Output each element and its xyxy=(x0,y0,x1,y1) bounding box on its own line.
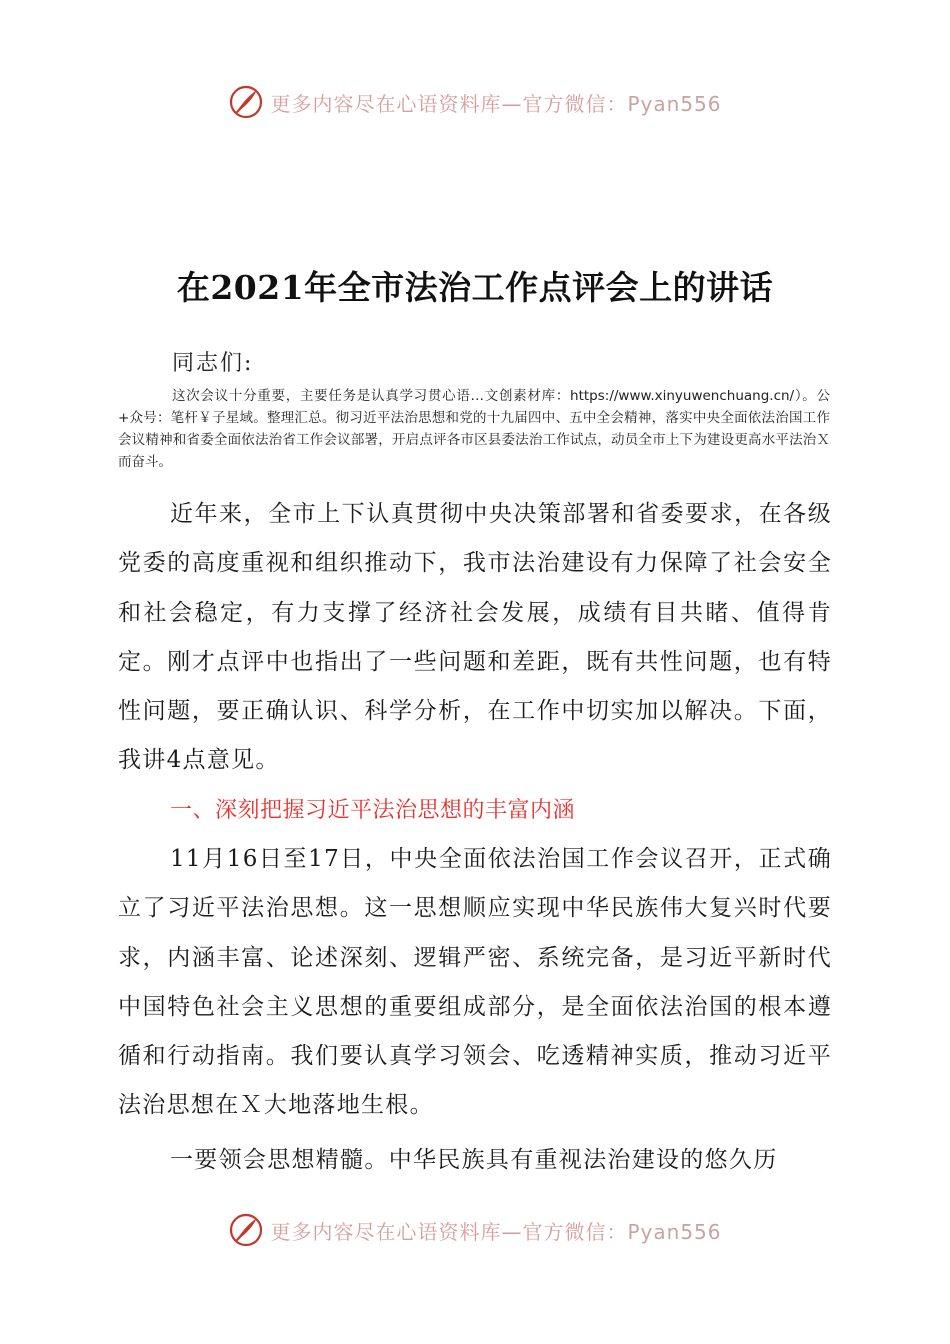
footer-watermark-banner xyxy=(0,1210,950,1250)
quill-pen-logo-icon xyxy=(228,84,264,120)
intro-paragraph: 这次会议十分重要，主要任务是认真学习贯心语…文创素材库：https://www.xinyuwenchuang.cn/）。公+众号：笔杆￥子星域。整理汇总。彻习近平法治思想和党的十九届四中、五中全会精神，落实中央全面依法治国工作会议精神和省委全面依法治省工作会议部署，开启点评各市区县委法治工作试点，动员全市上下为建设更高水平法治Ｘ而奋斗。 xyxy=(118,388,830,470)
banner-text: 更多内容尽在心语资料库—官方微信： xyxy=(270,1219,628,1244)
document-title: 在2021年全市法治工作点评会上的讲话 xyxy=(176,268,774,307)
body-paragraph-1: 近年来，全市上下认真贯彻中央决策部署和省委要求，在各级党委的高度重视和组织推动下，我市法治建设有力保障了社会安全和社会稳定，有力支撑了经济社会发展，成绩有目共睹、值得肯定。刚才点评中也指出了一些问题和差距，既有共性问题，也有特性问题，要正确认识、科学分析，在工作中切实加以解决。下面，我讲4点意见。 xyxy=(118,501,832,774)
body-paragraph-3: 一要领会思想精髓。中华民族具有重视法治建设的悠久历 xyxy=(170,1147,778,1173)
banner-text: 更多内容尽在心语资料库—官方微信： xyxy=(270,91,628,116)
banner-wechat-id: Pyan556 xyxy=(627,91,722,116)
header-watermark-banner xyxy=(0,82,950,122)
banner-wechat-id: Pyan556 xyxy=(627,1219,722,1244)
section-heading-1: 一、深刻把握习近平法治思想的丰富内涵 xyxy=(170,798,576,823)
salutation: 同志们: xyxy=(172,351,254,376)
body-paragraph-2: 11月16日至17日，中央全面依法治国工作会议召开，正式确立了习近平法治思想。这一思想顺应实现中华民族伟大复兴时代要求，内涵丰富、论述深刻、逻辑严密、系统完备，是习近平新时代中国特色社会主义思想的重要组成部分，是全面依法治国的根本遵循和行动指南。我们要认真学习领会、吃透精神实质，推动习近平法治思想在Ｘ大地落地生根。 xyxy=(118,846,832,1119)
quill-pen-logo-icon xyxy=(228,1212,264,1248)
